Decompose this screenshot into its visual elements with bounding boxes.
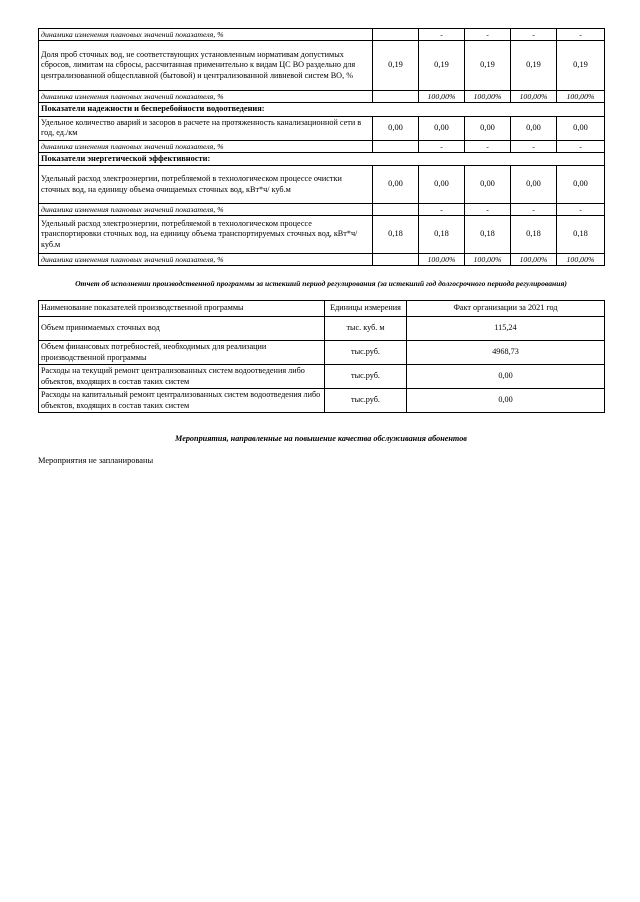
indicator-row [39,216,605,254]
report-row-name: Расходы на капитальный ремонт централизованных систем водоотведения либо объектов, входящих в состав таких систем [39,389,325,413]
events-text: Мероприятия не запланированы [38,456,154,465]
indicator-label: динамика изменения плановых значений показателя, % [39,29,373,41]
indicator-label: динамика изменения плановых значений показателя, % [39,204,373,216]
dynamics-row [39,140,605,152]
indicator-value: 100,00% [557,254,605,266]
indicators-table [38,28,605,266]
indicator-value: - [557,204,605,216]
report-row [39,389,605,413]
report-row-unit: тыс. куб. м [325,317,407,341]
indicator-value: - [419,204,465,216]
indicator-label: Удельный расход электроэнергии, потребляемой в технологическом процессе транспортировки сточных вод, на единицу объема транспортируемых сточных вод, кВт*ч/ куб.м [39,216,373,254]
indicator-value [373,140,419,152]
dynamics-row [39,204,605,216]
indicator-value: 0,00 [511,116,557,140]
indicator-value [373,29,419,41]
indicator-value: - [419,29,465,41]
dynamics-row [39,29,605,41]
indicator-value: 100,00% [419,254,465,266]
indicator-label: динамика изменения плановых значений показателя, % [39,254,373,266]
indicator-value: 100,00% [557,91,605,103]
indicator-value: 0,19 [373,41,419,91]
report-row [39,365,605,389]
report-row-unit: тыс.руб. [325,365,407,389]
indicator-value: 0,19 [419,41,465,91]
indicator-value: 0,00 [557,166,605,204]
indicator-value: 0,00 [557,116,605,140]
report-header-unit: Единицы измерения [325,301,407,317]
indicator-value: 0,19 [511,41,557,91]
report-row-name: Объем принимаемых сточных вод [39,317,325,341]
report-header-fact: Факт организации за 2021 год [407,301,605,317]
report-header-name: Наименование показателей производственной программы [39,301,325,317]
indicator-value: 0,18 [373,216,419,254]
indicator-value: - [557,29,605,41]
section-title: Показатели надежности и бесперебойности водоотведения: [39,103,605,117]
indicator-value: 0,18 [465,216,511,254]
indicator-label: динамика изменения плановых значений показателя, % [39,91,373,103]
section-title: Показатели энергетической эффективности: [39,152,605,166]
report-title: Отчет об исполнении производственной программы за истекший период регулирования (за истекший год долгосрочного периода регулирования) [75,279,567,288]
indicator-value: - [511,140,557,152]
indicator-value: 0,18 [511,216,557,254]
report-row-name: Расходы на текущий ремонт централизованных систем водоотведения либо объектов, входящих в состав таких систем [39,365,325,389]
report-row-unit: тыс.руб. [325,341,407,365]
report-row-fact: 115,24 [407,317,605,341]
indicator-value: 100,00% [511,91,557,103]
section-header-row [39,103,605,117]
indicator-row [39,166,605,204]
indicator-value: 0,00 [465,116,511,140]
indicator-label: динамика изменения плановых значений показателя, % [39,140,373,152]
indicator-value: 0,00 [511,166,557,204]
indicator-value: - [465,140,511,152]
report-row [39,317,605,341]
events-title: Мероприятия, направленные на повышение качества обслуживания абонентов [175,434,467,443]
indicator-value [373,91,419,103]
indicator-value [373,254,419,266]
dynamics-row [39,91,605,103]
section-header-row [39,152,605,166]
report-row-name: Объем финансовых потребностей, необходимых для реализации производственной программы [39,341,325,365]
indicator-value: 0,19 [557,41,605,91]
report-row-fact: 0,00 [407,389,605,413]
indicator-value: - [419,140,465,152]
indicator-row [39,116,605,140]
indicator-label: Удельное количество аварий и засоров в расчете на протяженность канализационной сети в год, ед./км [39,116,373,140]
indicator-label: Удельный расход электроэнергии, потребляемой в технологическом процессе очистки сточных вод, на единицу объема очищаемых сточных вод, кВт*ч/ куб.м [39,166,373,204]
indicator-value: - [465,29,511,41]
indicator-value: - [511,204,557,216]
indicator-value: 100,00% [465,91,511,103]
indicator-value: 0,19 [465,41,511,91]
indicator-value: 100,00% [419,91,465,103]
indicator-value: 0,00 [419,166,465,204]
indicator-value: 0,18 [557,216,605,254]
indicator-value: - [511,29,557,41]
indicator-value: 0,00 [465,166,511,204]
indicator-row [39,41,605,91]
indicator-value: 0,18 [419,216,465,254]
report-row-fact: 0,00 [407,365,605,389]
indicator-value: 0,00 [419,116,465,140]
indicator-value: 0,00 [373,166,419,204]
indicator-value: 100,00% [465,254,511,266]
report-table [38,300,605,413]
indicator-value: - [465,204,511,216]
dynamics-row [39,254,605,266]
indicator-value: 0,00 [373,116,419,140]
report-row-fact: 4968,73 [407,341,605,365]
indicator-value: 100,00% [511,254,557,266]
report-row [39,341,605,365]
report-row-unit: тыс.руб. [325,389,407,413]
indicator-value [373,204,419,216]
indicator-value: - [557,140,605,152]
indicator-label: Доля проб сточных вод, не соответствующих установленным нормативам допустимых сбросов, лимитам на сбросы, рассчитанная применительно к видам ЦС ВО раздельно для централизованной общесплавной (бытовой) и централизованной ливневой систем ВО, % [39,41,373,91]
report-header-row [39,301,605,317]
